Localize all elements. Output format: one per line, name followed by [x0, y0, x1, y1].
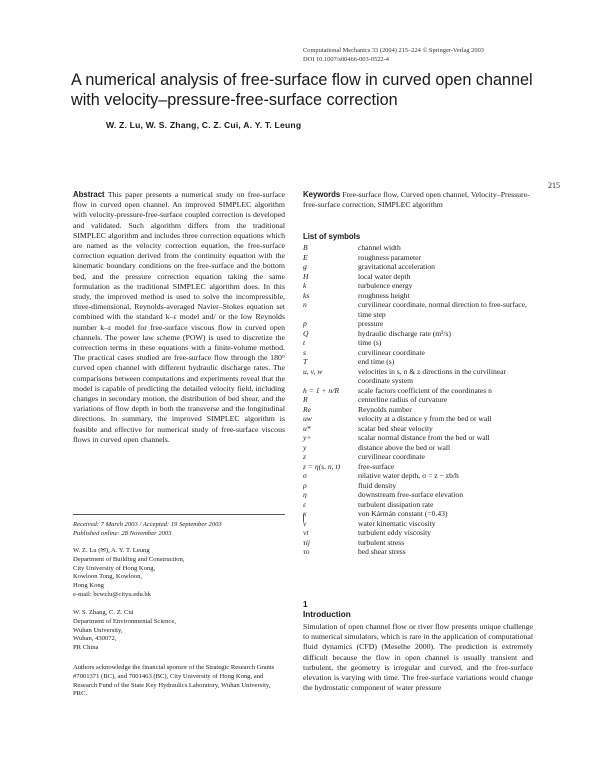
- journal-line-1: Computational Mechanics 33 (2004) 215–224 © Springer-Verlag 2003: [303, 47, 484, 54]
- symbol-description: free-surface: [358, 461, 395, 471]
- symbol: τij: [303, 537, 310, 547]
- symbol: ν: [303, 518, 307, 528]
- symbol: z: [303, 452, 306, 461]
- symbol-description: pressure: [358, 319, 384, 328]
- symbol: g: [303, 262, 307, 271]
- symbol: y+: [303, 433, 312, 442]
- symbol-description: time (s): [358, 338, 382, 347]
- affiliation-line: W. S. Zhang, C. Z. Cui: [73, 609, 134, 616]
- symbol: u*: [303, 423, 311, 433]
- affiliation-lu-leung: [73, 547, 288, 600]
- list-of-symbols-heading: List of symbols: [303, 232, 361, 241]
- received-date: Received: 7 March 2003 / Accepted: 19 September 2003: [73, 521, 222, 528]
- symbol-description: turbulence energy: [358, 281, 413, 290]
- symbol-description: channel width: [358, 243, 401, 252]
- symbol-description: bed shear stress: [358, 547, 406, 556]
- keywords: [303, 190, 533, 210]
- journal-doi: DOI 10.1007/s00466-003-0522-4: [303, 56, 389, 63]
- affiliation-line: Department of Environmental Science,: [73, 617, 176, 625]
- affiliation-line: W. Z. Lu (✉), A. Y. T. Leung: [73, 547, 150, 554]
- symbol-description: curvilinear coordinate: [358, 347, 425, 357]
- symbol: σ: [303, 471, 307, 480]
- symbol: ε: [303, 499, 306, 509]
- page-number: 215: [548, 181, 560, 190]
- abstract-text: This paper presents a numerical study on free-surface flow in curved open channel. An improved SIMPLEC algorithm with velocity-pressure-free-surface coupled correction is developed and validated. Such algorithm differs from the traditional SIMPLEC algorithm and includes three correction equations which are named as the velocity correction equation, the free-surface correction equation derived from the continuity equation with the kinematic boundary conditions on the free-surface and the bottom bed, and the pressure correction equation taking the same formulation as the traditional SIMPLEC algorithm does. In this study, the improved method is used to solve the incompressible, three-dimensional, Reynolds-averaged Navier–Stokes equation set combined with the standard k–ε model and/ or the low Reynolds number k–ε model for free-surface viscous flow in curved open channels. The power law scheme (POW) is used to discretize the convection terms in these equations with a finite-volume method. The practical cases studied are free-surface flow through the 180° curved open channel with different hydraulic discharge rates. The comparisons between computations and experiments reveal that the model is capable of predicting the detailed velocity field, including changes in secondary motion, the distribution of bed shear, and the variations of flow depth in both the transverse and the longitudinal directions. In summary, the improved SIMPLEC algorithm is feasible and effective for numerical study of free-surface viscous flows in curved open channels.: [73, 190, 285, 444]
- symbol-description: end time (s): [358, 357, 395, 366]
- symbol: ks: [303, 290, 310, 300]
- abstract: [73, 190, 285, 445]
- symbol-description: velocity at a distance y from the bed or wall: [358, 414, 492, 423]
- symbol-description: curvilinear coordinate, normal direction to free-surface, time step: [358, 300, 527, 319]
- contact-email: e-mail: bcwzlu@cityu.edu.hk: [73, 590, 152, 598]
- section-number: 1: [303, 600, 308, 609]
- symbol: τo: [303, 547, 310, 556]
- author-list: W. Z. Lu, W. S. Zhang, C. Z. Cui, A. Y. T. Leung: [106, 120, 302, 130]
- symbol: t: [303, 338, 306, 347]
- affiliation-line: Wuhan, 430072,: [73, 635, 117, 643]
- symbol-description: von Kármán constant (=0.43): [358, 509, 448, 518]
- affiliation-line: Kowloon Tong, Kowloon,: [73, 573, 143, 581]
- journal-citation: [303, 46, 484, 64]
- symbol-description: roughness parameter: [358, 252, 422, 262]
- symbol: u, v, w: [303, 366, 323, 376]
- keywords-text: Free-surface flow, Curved open channel, Velocity–Pressure-free-surface correction, SIMPLEC algorithm: [303, 190, 530, 210]
- symbol: η: [303, 490, 307, 499]
- publication-dates: [73, 520, 222, 538]
- symbol: s: [303, 347, 306, 357]
- symbol-description: turbulent dissipation rate: [358, 499, 434, 509]
- symbol: n: [303, 300, 307, 309]
- affiliation-zhang-cui: [73, 609, 288, 653]
- symbol: B: [303, 243, 308, 252]
- symbol: ρ: [303, 480, 307, 490]
- symbol: νt: [303, 528, 309, 537]
- column-divider-tick: [303, 514, 304, 522]
- symbol-description: scalar bed shear velocity: [358, 423, 433, 433]
- symbol: R: [303, 395, 308, 404]
- symbol: T: [303, 357, 308, 366]
- symbol-description: distance above the bed or wall: [358, 442, 451, 452]
- published-date: Published online: 28 November 2003: [73, 530, 172, 537]
- symbol: uw: [303, 414, 312, 423]
- symbol: y: [303, 442, 307, 452]
- affiliation-line: Wuhan University,: [73, 626, 123, 634]
- paper-title: A numerical analysis of free-surface flow in curved open channel with velocity–pressure-free-surface correction: [71, 71, 533, 109]
- symbol-description: scalar normal distance from the bed or wall: [358, 433, 490, 442]
- symbol: H: [303, 271, 309, 281]
- symbol-description: water kinematic viscosity: [358, 518, 436, 528]
- keywords-label: Keywords: [303, 190, 341, 199]
- symbol: z = η(s, n, t): [303, 461, 341, 471]
- symbol-description: turbulent stress: [358, 537, 405, 547]
- symbol-description: downstream free-surface elevation: [358, 490, 463, 499]
- symbol-description: roughness height: [358, 290, 410, 300]
- section-title: Introduction: [303, 610, 351, 619]
- symbol-description: scale factors coefficient of the coordinates n: [358, 385, 492, 395]
- affiliation-line: Hong Kong: [73, 582, 104, 590]
- footnote-divider: [73, 514, 285, 515]
- abstract-label: Abstract: [73, 190, 105, 199]
- symbol-description: gravitational acceleration: [358, 262, 435, 271]
- symbol-description: turbulent eddy viscosity: [358, 528, 431, 537]
- symbol-description: local water depth: [358, 271, 411, 281]
- symbol-description: fluid density: [358, 480, 397, 490]
- symbol: k: [303, 281, 307, 290]
- symbol-description: centerline radius of curvature: [358, 395, 448, 404]
- symbol: κ: [303, 509, 307, 518]
- symbol-description: curvilinear coordinate: [358, 452, 425, 461]
- symbol: h = 1 + n/R: [303, 385, 339, 395]
- symbol-description: relative water depth, σ = z − zb/h: [358, 471, 459, 480]
- symbol: E: [303, 252, 308, 262]
- symbol: Q: [303, 328, 309, 338]
- affiliation-line: Department of Building and Construction,: [73, 555, 185, 563]
- symbol-description: Reynolds number: [358, 404, 412, 414]
- symbol: Re: [303, 404, 312, 414]
- symbol-description: hydraulic discharge rate (m³/s): [358, 328, 452, 338]
- introduction-text: Simulation of open channel flow or river flow presents unique challenge to numerical simulators, which is rare in the application of computational fluid dynamics (CFD) (Meselhe 2000). The prediction is extremely difficult because the flow in open channel is usually transient and turbulent, the geometry is irregular and curved, and the free-surface elevation is varying with time. The free-surface variations would change the hydrostatic component of water pressure: [303, 622, 533, 693]
- symbol-description: velocities in s, n & z directions in the curvilinear coordinate system: [358, 366, 507, 385]
- symbol: p: [303, 319, 307, 328]
- affiliation-line: City University of Hong Kong,: [73, 564, 156, 572]
- affiliation-line: PR China: [73, 644, 99, 652]
- acknowledgement: Authors acknowledge the financial sponsor of the Strategic Research Grants #7001371 (BC), and 7001463 (BC), City University of Hong Kong, and Research Fund of the State Key Hydraulics Laboratory, Wuhan University, PRC.: [73, 664, 275, 698]
